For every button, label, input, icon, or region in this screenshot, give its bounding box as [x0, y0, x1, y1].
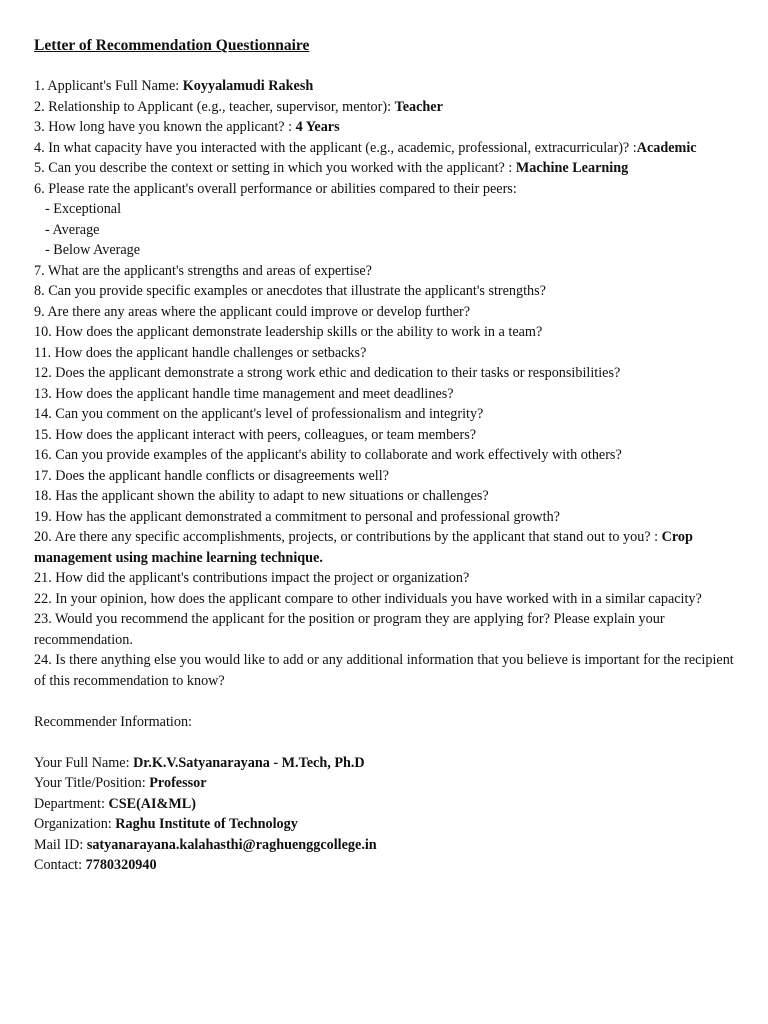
field-value: satyanarayana.kalahasthi@raghuenggcollege.in — [86, 836, 377, 853]
question-11 — [34, 343, 746, 364]
recommender-info — [34, 753, 746, 876]
spacer — [34, 691, 746, 712]
question-7 — [34, 261, 746, 282]
question-text: 24. Is there anything else you would like to add or any additional information that you believe is important for the recipient of this recommendation to know? — [34, 652, 734, 689]
question-14 — [34, 404, 746, 425]
question-text: 9. Are there any areas where the applicant could improve or develop further? — [34, 303, 471, 320]
question-6 — [34, 179, 746, 200]
question-16 — [34, 445, 746, 466]
question-24 — [34, 650, 746, 691]
rating-option-exceptional: - Exceptional — [45, 201, 122, 217]
question-text: 3. How long have you known the applicant? : — [34, 119, 296, 135]
document-title: Letter of Recommendation Questionnaire — [34, 37, 310, 54]
question-text: 20. Are there any specific accomplishments, projects, or contributions by the applicant that stand out to you? : — [34, 529, 662, 545]
question-text: 8. Can you provide specific examples or anecdotes that illustrate the applicant's strengths? — [34, 283, 546, 299]
question-8 — [34, 281, 746, 302]
field-value: Professor — [149, 775, 207, 791]
recommender-organization — [34, 814, 746, 835]
answer-text: Koyyalamudi Rakesh — [182, 78, 314, 94]
field-label: Organization: — [34, 816, 116, 832]
question-text: 22. In your opinion, how does the applicant compare to other individuals you have worked with in a similar capacity? — [34, 590, 702, 607]
question-list — [34, 76, 746, 691]
field-value: 7780320940 — [85, 857, 157, 873]
question-text: 16. Can you provide examples of the applicant's ability to collaborate and work effectively with others? — [34, 447, 622, 463]
question-19 — [34, 507, 746, 528]
answer-text: Teacher — [394, 98, 443, 115]
question-text: 7. What are the applicant's strengths and areas of expertise? — [34, 262, 372, 279]
answer-text: Crop management using machine learning technique. — [34, 529, 693, 566]
question-23 — [34, 609, 746, 650]
question-22 — [34, 589, 746, 610]
question-text: 19. How has the applicant demonstrated a commitment to personal and professional growth? — [34, 508, 560, 525]
question-12 — [34, 363, 746, 384]
question-9 — [34, 302, 746, 323]
recommender-name — [34, 753, 746, 774]
question-text: 11. How does the applicant handle challenges or setbacks? — [34, 344, 367, 361]
document-page — [34, 36, 746, 876]
question-text: 12. Does the applicant demonstrate a strong work ethic and dedication to their tasks or responsibilities? — [34, 365, 621, 381]
answer-text: Machine Learning — [515, 160, 629, 176]
field-label: Department: — [34, 795, 109, 812]
question-text: 13. How does the applicant handle time management and meet deadlines? — [34, 385, 454, 402]
recommender-department — [34, 794, 746, 815]
spacer — [34, 732, 746, 753]
question-text: 17. Does the applicant handle conflicts or disagreements well? — [34, 467, 389, 484]
field-value: Raghu Institute of Technology — [115, 816, 298, 832]
field-label: Contact: — [34, 857, 86, 873]
recommender-contact — [34, 855, 746, 876]
question-18 — [34, 486, 746, 507]
recommender-email — [34, 835, 746, 856]
question-text: 23. Would you recommend the applicant for the position or program they are applying for? Please explain your recommendation. — [34, 611, 665, 648]
question-text: 10. How does the applicant demonstrate leadership skills or the ability to work in a team? — [34, 324, 543, 340]
question-5 — [34, 158, 746, 179]
question-text: 6. Please rate the applicant's overall performance or abilities compared to their peers: — [34, 180, 517, 197]
rating-option-below-average: - Below Average — [45, 242, 141, 258]
question-text: 18. Has the applicant shown the ability to adapt to new situations or challenges? — [34, 488, 489, 504]
field-value: CSE(AI&ML) — [108, 795, 196, 812]
recommender-heading: Recommender Information: — [34, 713, 192, 730]
question-17 — [34, 466, 746, 487]
field-value: Dr.K.V.Satyanarayana - M.Tech, Ph.D — [133, 754, 365, 771]
question-1 — [34, 76, 746, 97]
question-text: 15. How does the applicant interact with peers, colleagues, or team members? — [34, 426, 477, 443]
question-20 — [34, 527, 746, 568]
field-label: Your Full Name: — [34, 754, 134, 771]
recommender-title — [34, 773, 746, 794]
question-2 — [34, 97, 746, 118]
question-4 — [34, 138, 746, 159]
question-10 — [34, 322, 746, 343]
question-text: 21. How did the applicant's contributions impact the project or organization? — [34, 570, 470, 586]
question-21 — [34, 568, 746, 589]
answer-text: Academic — [636, 139, 697, 156]
question-text: 1. Applicant's Full Name: — [34, 78, 183, 94]
question-15 — [34, 425, 746, 446]
question-3 — [34, 117, 746, 138]
field-label: Mail ID: — [34, 836, 87, 853]
question-text: 5. Can you describe the context or setting in which you worked with the applicant? : — [34, 160, 516, 176]
question-text: 4. In what capacity have you interacted with the applicant (e.g., academic, professional, extracurricular)? : — [34, 139, 637, 156]
field-label: Your Title/Position: — [34, 775, 150, 791]
question-text: 2. Relationship to Applicant (e.g., teacher, supervisor, mentor): — [34, 98, 395, 115]
answer-text: 4 Years — [295, 119, 340, 135]
question-text: 14. Can you comment on the applicant's level of professionalism and integrity? — [34, 406, 484, 422]
rating-option-average: - Average — [45, 221, 100, 238]
question-13 — [34, 384, 746, 405]
